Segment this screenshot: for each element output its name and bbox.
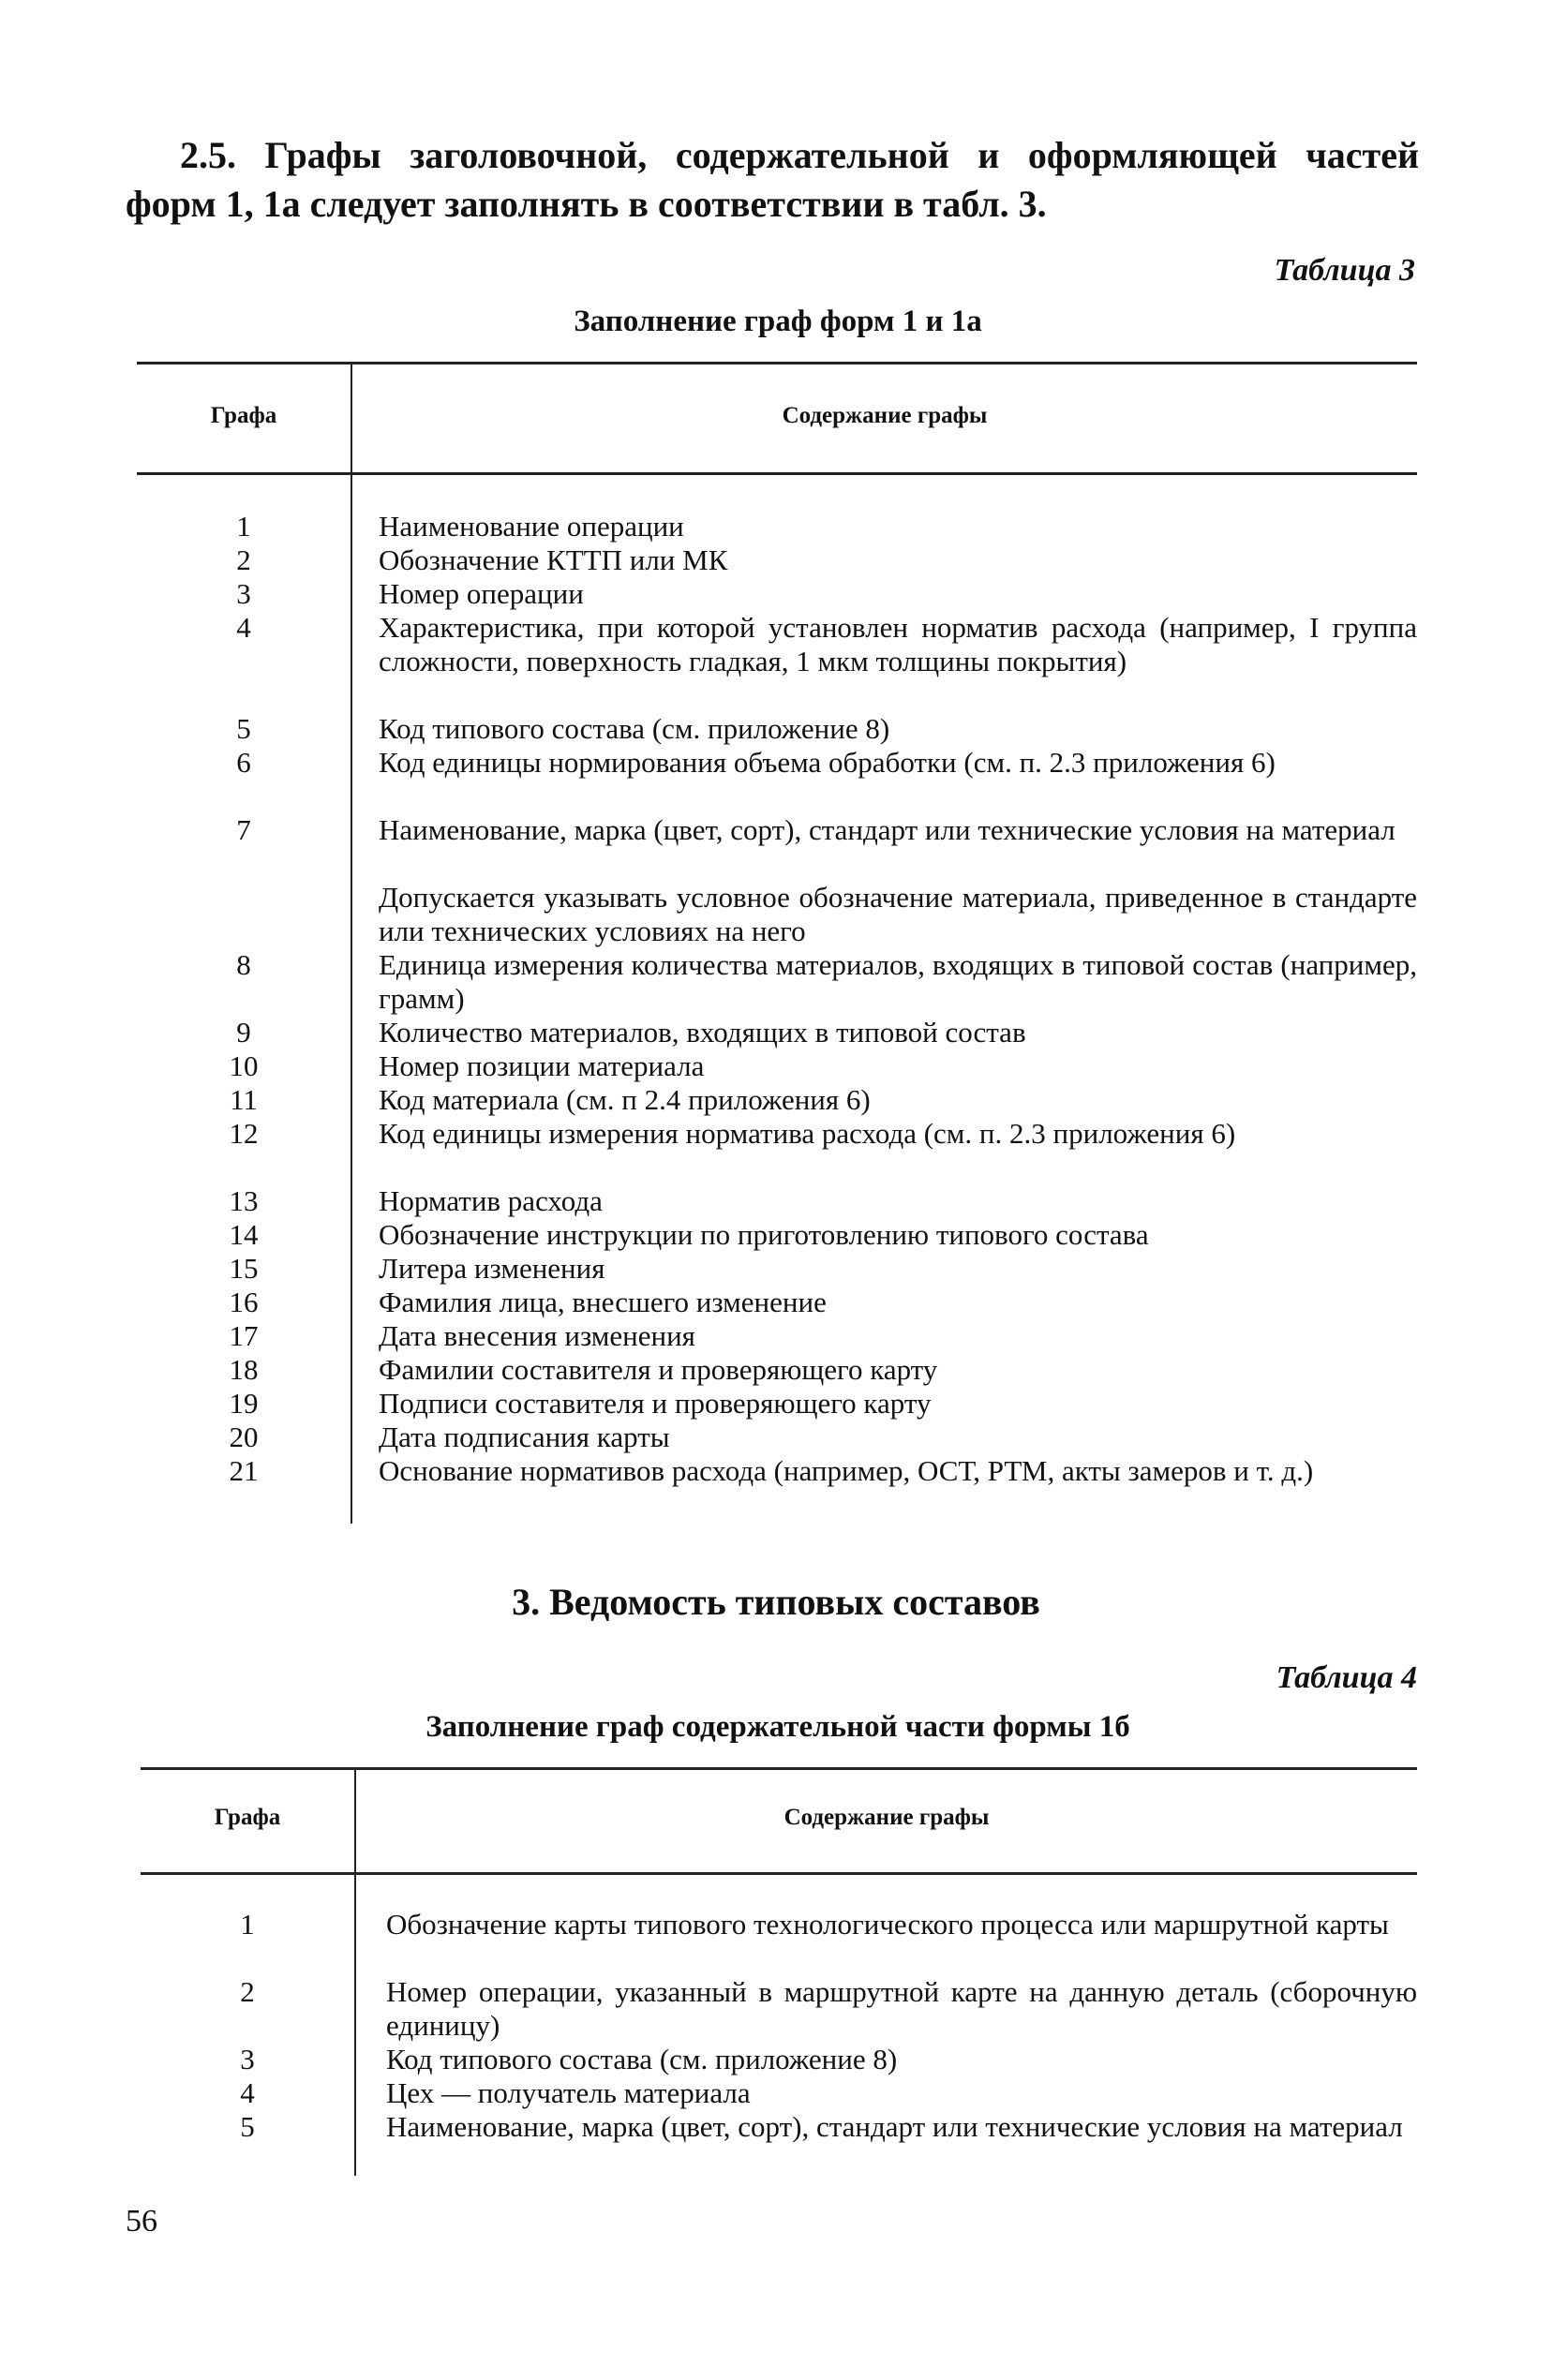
table-row — [137, 813, 1417, 881]
row-content: Фамилия лица, внесшего изменение — [379, 1286, 827, 1318]
row-number: 12 — [229, 1117, 259, 1150]
table-row — [137, 1083, 1417, 1117]
table3-label: Таблица 3 — [1274, 253, 1415, 288]
row-number: 4 — [240, 2076, 255, 2109]
table-row — [137, 1218, 1417, 1252]
table-row — [137, 1016, 1417, 1049]
intro-line-2: форм 1, 1а следует заполнять в соответствии в табл. 3. — [126, 183, 1047, 225]
table-row — [137, 1387, 1417, 1421]
row-content: Цех — получатель материала — [386, 2076, 751, 2109]
row-content: Номер операции — [379, 577, 584, 610]
row-number: 15 — [229, 1252, 259, 1285]
row-number: 4 — [236, 611, 251, 644]
row-content: Фамилии составителя и проверяющего карту — [379, 1353, 938, 1386]
table-row — [137, 1184, 1417, 1218]
row-number: 1 — [240, 1908, 255, 1941]
table-row — [137, 1319, 1417, 1353]
row-content: Код материала (см. п 2.4 приложения 6) — [379, 1083, 871, 1116]
row-number: 1 — [236, 510, 251, 543]
row-content: Обозначение инструкции по приготовлению типового состава — [379, 1218, 1149, 1251]
table-row — [137, 1454, 1417, 1522]
table-row — [137, 1252, 1417, 1286]
row-number: 7 — [236, 813, 251, 846]
row-content: Номер операции, указанный в маршрутной карте на данную деталь (сборочную единицу) — [386, 1975, 1417, 2042]
row-content: Код типового состава (см. приложение 8) — [386, 2043, 898, 2075]
table4-header-graph: Графа — [214, 1805, 281, 1830]
table-row — [137, 746, 1417, 813]
table-row — [137, 881, 1417, 948]
table-row — [141, 2043, 1417, 2076]
table-row — [137, 510, 1417, 543]
table-row — [137, 948, 1417, 1016]
row-number: 21 — [229, 1454, 259, 1487]
row-content: Дата внесения изменения — [379, 1319, 695, 1352]
row-content: Наименование, марка (цвет, сорт), стандарт или технические условия на материал — [379, 813, 1395, 846]
table-row — [137, 577, 1417, 611]
row-content: Дата подписания карты — [379, 1421, 670, 1453]
row-content: Подписи составителя и проверяющего карту — [379, 1387, 932, 1420]
row-number: 19 — [229, 1387, 259, 1420]
row-number: 2 — [240, 1975, 255, 2008]
table-row — [137, 1049, 1417, 1083]
row-number: 6 — [236, 746, 251, 779]
row-content: Код типового состава (см. приложение 8) — [379, 712, 890, 745]
row-number: 8 — [236, 948, 251, 981]
table4-header-rule — [141, 1872, 1417, 1875]
table3-header-graph: Графа — [210, 403, 277, 428]
table3-header-rule — [137, 472, 1417, 475]
table4-top-rule — [141, 1767, 1417, 1770]
row-content: Допускается указывать условное обозначение материала, приведенное в стандарте или технических условиях на него — [379, 881, 1417, 947]
row-number: 5 — [240, 2110, 255, 2143]
intro-line-1: 2.5. Графы заголовочной, содержательной и оформляющей частей — [180, 134, 1419, 176]
table-row — [141, 2110, 1417, 2178]
row-number: 2 — [236, 543, 251, 576]
row-content: Наименование операции — [379, 510, 684, 543]
row-content: Код единицы нормирования объема обработки (см. п. 2.3 приложения 6) — [379, 746, 1276, 779]
table-row — [141, 1975, 1417, 2043]
row-number: 3 — [240, 2043, 255, 2075]
table-row — [137, 543, 1417, 577]
row-number: 13 — [229, 1184, 259, 1217]
row-number: 18 — [229, 1353, 259, 1386]
row-number: 9 — [236, 1016, 251, 1049]
table-row — [137, 1286, 1417, 1319]
row-number: 16 — [229, 1286, 259, 1318]
row-number: 20 — [229, 1421, 259, 1453]
table3-title: Заполнение граф форм 1 и 1а — [574, 305, 982, 338]
table3-top-rule — [137, 362, 1417, 364]
row-number: 14 — [229, 1218, 259, 1251]
row-number: 5 — [236, 712, 251, 745]
row-content: Единица измерения количества материалов, входящих в типовой состав (например, грамм) — [379, 948, 1417, 1015]
row-number: 11 — [230, 1083, 258, 1116]
table-row — [137, 611, 1417, 712]
section-title: 3. Ведомость типовых составов — [512, 1581, 1040, 1623]
page-number: 56 — [126, 2204, 157, 2239]
row-content: Обозначение карты типового технологического процесса или маршрутной карты — [386, 1908, 1389, 1941]
table4-label: Таблица 4 — [1276, 1660, 1417, 1695]
row-content: Основание нормативов расхода (например, ОСТ, РТМ, акты замеров и т. д.) — [379, 1454, 1314, 1487]
table4-title: Заполнение граф содержательной части формы 1б — [425, 1710, 1130, 1744]
table-row — [137, 1421, 1417, 1454]
table-row — [137, 712, 1417, 746]
row-content: Наименование, марка (цвет, сорт), стандарт или технические условия на материал — [386, 2110, 1403, 2143]
table-row — [141, 1908, 1417, 1975]
intro-paragraph — [126, 131, 1419, 229]
row-content: Норматив расхода — [379, 1184, 603, 1217]
table-row — [137, 1117, 1417, 1184]
row-number: 3 — [236, 577, 251, 610]
table3 — [137, 362, 1417, 1524]
row-content: Номер позиции материала — [379, 1049, 705, 1082]
row-number: 17 — [229, 1319, 259, 1352]
table4-header-content: Содержание графы — [783, 1805, 990, 1830]
row-content: Обозначение КТТП или МК — [379, 543, 728, 576]
table4 — [141, 1767, 1417, 2176]
row-content: Характеристика, при которой установлен норматив расхода (например, I группа сложности, поверхность гладкая, 1 мкм толщины покрытия) — [379, 611, 1417, 677]
table-row — [141, 2076, 1417, 2110]
row-content: Литера изменения — [379, 1252, 605, 1285]
row-number: 10 — [229, 1049, 259, 1082]
row-content: Количество материалов, входящих в типовой состав — [379, 1016, 1026, 1049]
row-content: Код единицы измерения норматива расхода (см. п. 2.3 приложения 6) — [379, 1117, 1236, 1150]
table3-header-content: Содержание графы — [782, 403, 988, 428]
table-row — [137, 1353, 1417, 1387]
